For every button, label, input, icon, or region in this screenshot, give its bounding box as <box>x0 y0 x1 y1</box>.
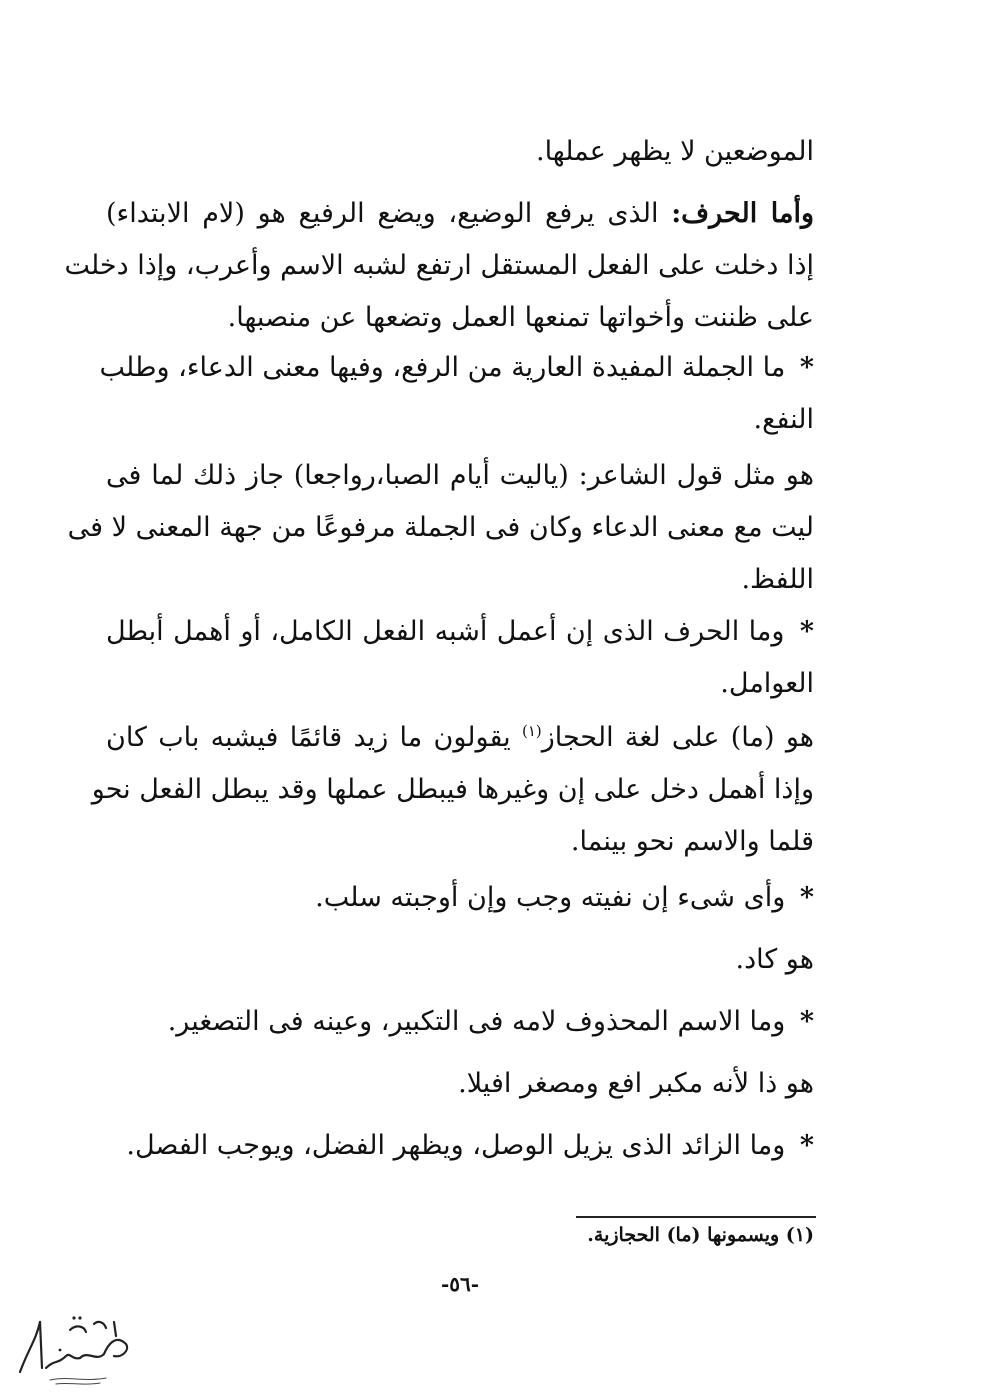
line-text: وما الزائد الذى يزيل الوصل، ويظهر الفضل، ويوجب الفصل. <box>126 1130 794 1161</box>
asterisk-marker: * <box>799 882 814 913</box>
text-line: اللفظ. <box>741 564 814 595</box>
text-line: هو ذا لأنه مكبر افع ومصغر افيلا. <box>458 1068 814 1099</box>
text-line: وإذا أهمل دخل على إن وغيرها فيبطل عملها وقد يبطل الفعل نحو <box>91 774 814 805</box>
paragraph <box>106 126 814 178</box>
line-text: هو (ما) على لغة الحجاز <box>541 722 815 753</box>
text-line: إذا دخلت على الفعل المستقل ارتفع لشبه الاسم وأعرب، وإذا دخلت <box>64 250 814 281</box>
answer <box>106 934 814 986</box>
text-line: العوامل. <box>720 668 814 699</box>
footnote: (١) ويسمونها (ما) الحجازية. <box>587 1224 814 1246</box>
line-text: يقولون ما زيد قائمًا فيشبه باب كان <box>106 722 522 753</box>
line-text: وأى شىء إن نفيته وجب وإن أوجبته سلب. <box>315 882 794 913</box>
footnote-divider <box>576 1216 816 1218</box>
text-line: قلما والاسم نحو بينما. <box>570 826 814 857</box>
text-line <box>106 1120 814 1172</box>
line-text: ما الجملة المفيدة العارية من الرفع، وفيها معنى الدعاء، وطلب <box>99 352 794 383</box>
calligraphy-stamp-logo <box>10 1310 142 1390</box>
footnote-reference[interactable]: (١) <box>521 722 542 740</box>
text-line: النفع. <box>753 404 814 435</box>
paragraph <box>64 188 815 344</box>
bold-heading: وأما الحرف: <box>671 198 815 229</box>
text-line: الموضعين لا يظهر عملها. <box>535 136 814 167</box>
question <box>106 996 814 1048</box>
asterisk-marker: * <box>799 352 814 383</box>
answer <box>91 712 815 868</box>
text-line <box>106 996 814 1048</box>
answer <box>106 1058 814 1110</box>
page-number: -٥٦- <box>440 1272 480 1296</box>
question <box>99 342 814 446</box>
text-line <box>99 342 814 394</box>
line-text: الذى يرفع الوضيع، ويضع الرفيع هو (لام الابتداء) <box>106 198 672 229</box>
question <box>106 872 814 924</box>
text-line: ليت مع معنى الدعاء وكان فى الجملة مرفوعًا من جهة المعنى لا فى <box>67 512 814 543</box>
answer <box>67 450 814 606</box>
text-line <box>106 712 814 764</box>
text-line: على ظننت وأخواتها تمنعها العمل وتضعها عن منصبها. <box>227 302 814 333</box>
question <box>106 606 814 710</box>
question <box>106 1120 814 1172</box>
asterisk-marker: * <box>799 1130 814 1161</box>
text-line: هو كاد. <box>735 944 814 975</box>
asterisk-marker: * <box>799 1006 814 1037</box>
text-line <box>106 606 814 658</box>
text-line <box>106 872 814 924</box>
line-text: وما الاسم المحذوف لامه فى التكبير، وعينه فى التصغير. <box>167 1006 794 1037</box>
text-line: هو مثل قول الشاعر: (ياليت أيام الصبا،رواجعا) جاز ذلك لما فى <box>106 460 814 491</box>
text-line <box>106 188 814 240</box>
line-text: وما الحرف الذى إن أعمل أشبه الفعل الكامل، أو أهمل أبطل <box>106 616 794 647</box>
asterisk-marker: * <box>799 616 814 647</box>
